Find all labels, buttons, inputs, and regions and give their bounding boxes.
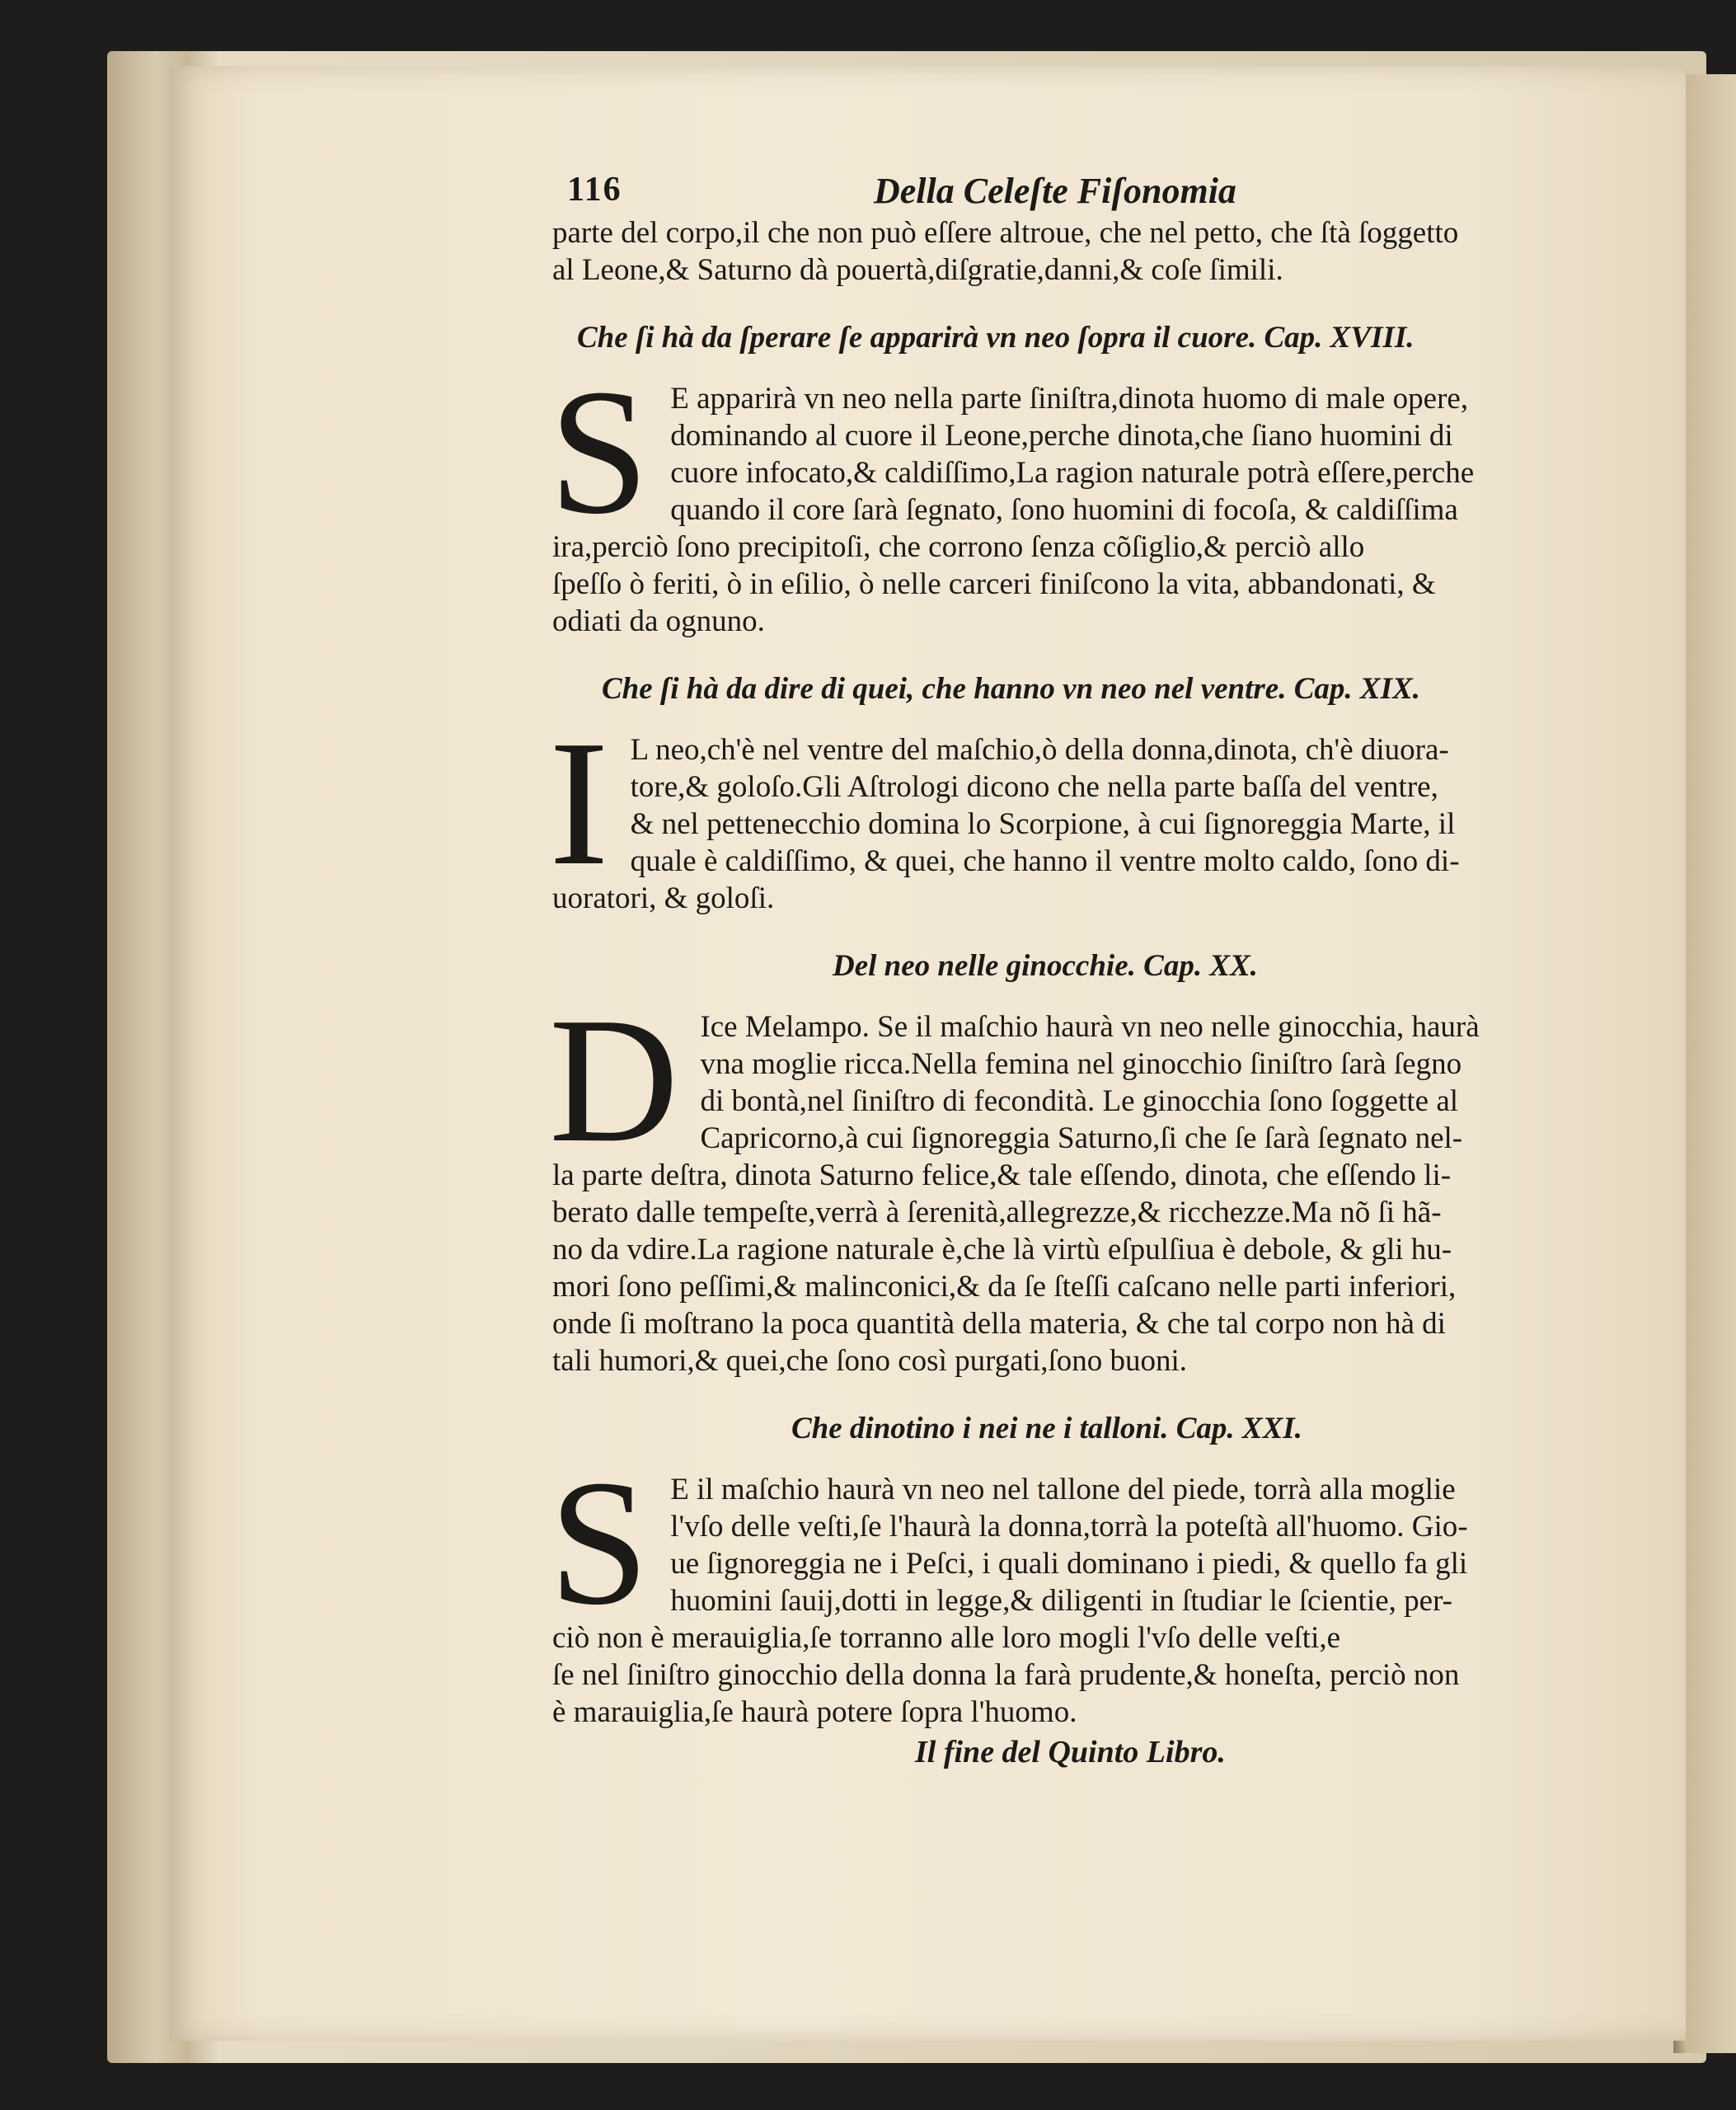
text-line: tore,& goloſo.Gli Aſtrologi dicono che nella parte baſſa del ventre, xyxy=(630,770,1438,804)
text-line: ira,perciò ſono precipitoſi, che corrono ſenza cõſiglio,& perciò allo xyxy=(552,530,1365,564)
text-line: tali humori,& quei,che ſono così purgati,ſono buoni. xyxy=(552,1344,1188,1378)
text-line: ue ſignoreggia ne i Peſci, i quali dominano i piedi, & quello fa gli xyxy=(670,1547,1468,1581)
text-line: onde ſi moſtrano la poca quantità della materia, & che tal corpo non hà di xyxy=(552,1307,1446,1341)
text-line: è marauiglia,ſe haurà potere ſopra l'huomo. xyxy=(552,1695,1077,1729)
chapter-paragraph-19 xyxy=(549,704,1624,917)
chapter-heading-20: Del neo nelle ginocchie. Cap. XX. xyxy=(833,949,1258,983)
text-line: quando il core ſarà ſegnato, ſono huomini di focoſa, & caldiſſima xyxy=(670,493,1458,527)
page-header xyxy=(552,165,1624,214)
text-line: dominando al cuore il Leone,perche dinota,che ſiano huomini di xyxy=(670,419,1453,453)
drop-cap: I xyxy=(549,704,609,903)
text-line: la parte deſtra, dinota Saturno felice,& tale eſſendo, dinota, che eſſendo li- xyxy=(552,1158,1452,1192)
chapter-heading-19: Che ſi hà da dire di quei, che hanno vn neo nel ventre. Cap. XIX. xyxy=(602,672,1420,706)
chapter-paragraph-20 xyxy=(549,981,1624,1379)
text-line: vna moglie ricca.Nella femina nel ginocchio ſiniſtro ſarà ſegno xyxy=(700,1047,1462,1081)
book-ending: Il fine del Quinto Libro. xyxy=(915,1735,1226,1769)
drop-cap: S xyxy=(549,353,650,552)
drop-cap: D xyxy=(549,981,679,1180)
text-line: parte del corpo,il che non può eſſere altroue, che nel petto, che ſtà ſoggetto xyxy=(552,216,1459,250)
text-line: berato dalle tempeſte,verrà à ſerenità,allegrezze,& ricchezze.Ma nõ ſi hã- xyxy=(552,1196,1442,1229)
text-line: huomini ſauij,dotti in legge,& diligenti in ſtudiar le ſcientie, per- xyxy=(670,1584,1452,1618)
chapter-heading-21: Che dinotino i nei ne i talloni. Cap. XXI. xyxy=(791,1412,1302,1445)
text-line: ſe nel ſiniſtro ginocchio della donna la farà prudente,& honeſta, perciò non xyxy=(552,1658,1460,1692)
text-line: di bontà,nel ſiniſtro di fecondità. Le ginocchia ſono ſoggette al xyxy=(700,1084,1459,1118)
text-line: l'vſo delle veſti,ſe l'haurà la donna,torrà la poteſtà all'huomo. Gio- xyxy=(670,1510,1468,1544)
text-line: E il maſchio haurà vn neo nel tallone del piede, torrà alla moglie xyxy=(670,1473,1456,1506)
text-line: L neo,ch'è nel ventre del maſchio,ò della donna,dinota, ch'è diuora- xyxy=(630,733,1449,767)
text-line: Ice Melampo. Se il maſchio haurà vn neo nelle ginocchia, haurà xyxy=(700,1010,1480,1044)
chapter-paragraph-18 xyxy=(549,353,1624,640)
text-line: al Leone,& Saturno dà pouertà,diſgratie,danni,& coſe ſimili. xyxy=(552,253,1283,287)
running-title: Della Celeſte Fiſonomia xyxy=(874,171,1236,211)
text-line: quale è caldiſſimo, & quei, che hanno il ventre molto caldo, ſono di- xyxy=(630,844,1460,878)
intro-paragraph xyxy=(552,214,1624,289)
text-line: uoratori, & goloſi. xyxy=(552,881,775,915)
text-line: E apparirà vn neo nella parte ſiniſtra,dinota huomo di male opere, xyxy=(670,382,1469,416)
page-number: 116 xyxy=(567,171,622,209)
chapter-paragraph-21 xyxy=(549,1444,1624,1731)
text-line: odiati da ognuno. xyxy=(552,604,765,638)
text-line: no da vdire.La ragione naturale è,che là virtù eſpulſiua è debole, & gli hu- xyxy=(552,1233,1452,1266)
drop-cap: S xyxy=(549,1444,650,1642)
text-line: Capricorno,à cui ſignoreggia Saturno,ſi che ſe ſarà ſegnato nel- xyxy=(700,1121,1463,1155)
chapter-heading-18: Che ſi hà da ſperare ſe apparirà vn neo ſopra il cuore. Cap. XVIII. xyxy=(577,321,1415,355)
page-text xyxy=(549,165,1624,1770)
text-line: cuore infocato,& caldiſſimo,La ragion naturale potrà eſſere,perche xyxy=(670,456,1475,490)
text-line: ſpeſſo ò feriti, ò in eſilio, ò nelle carceri finiſcono la vita, abbandonati, & xyxy=(552,567,1436,601)
text-line: & nel pettenecchio domina lo Scorpione, à cui ſignoreggia Marte, il xyxy=(630,807,1456,841)
text-line: ciò non è merauiglia,ſe torranno alle loro mogli l'vſo delle veſti,e xyxy=(552,1621,1341,1655)
text-line: mori ſono peſſimi,& malinconici,& da ſe ſteſſi caſcano nelle parti inferiori, xyxy=(552,1270,1457,1304)
